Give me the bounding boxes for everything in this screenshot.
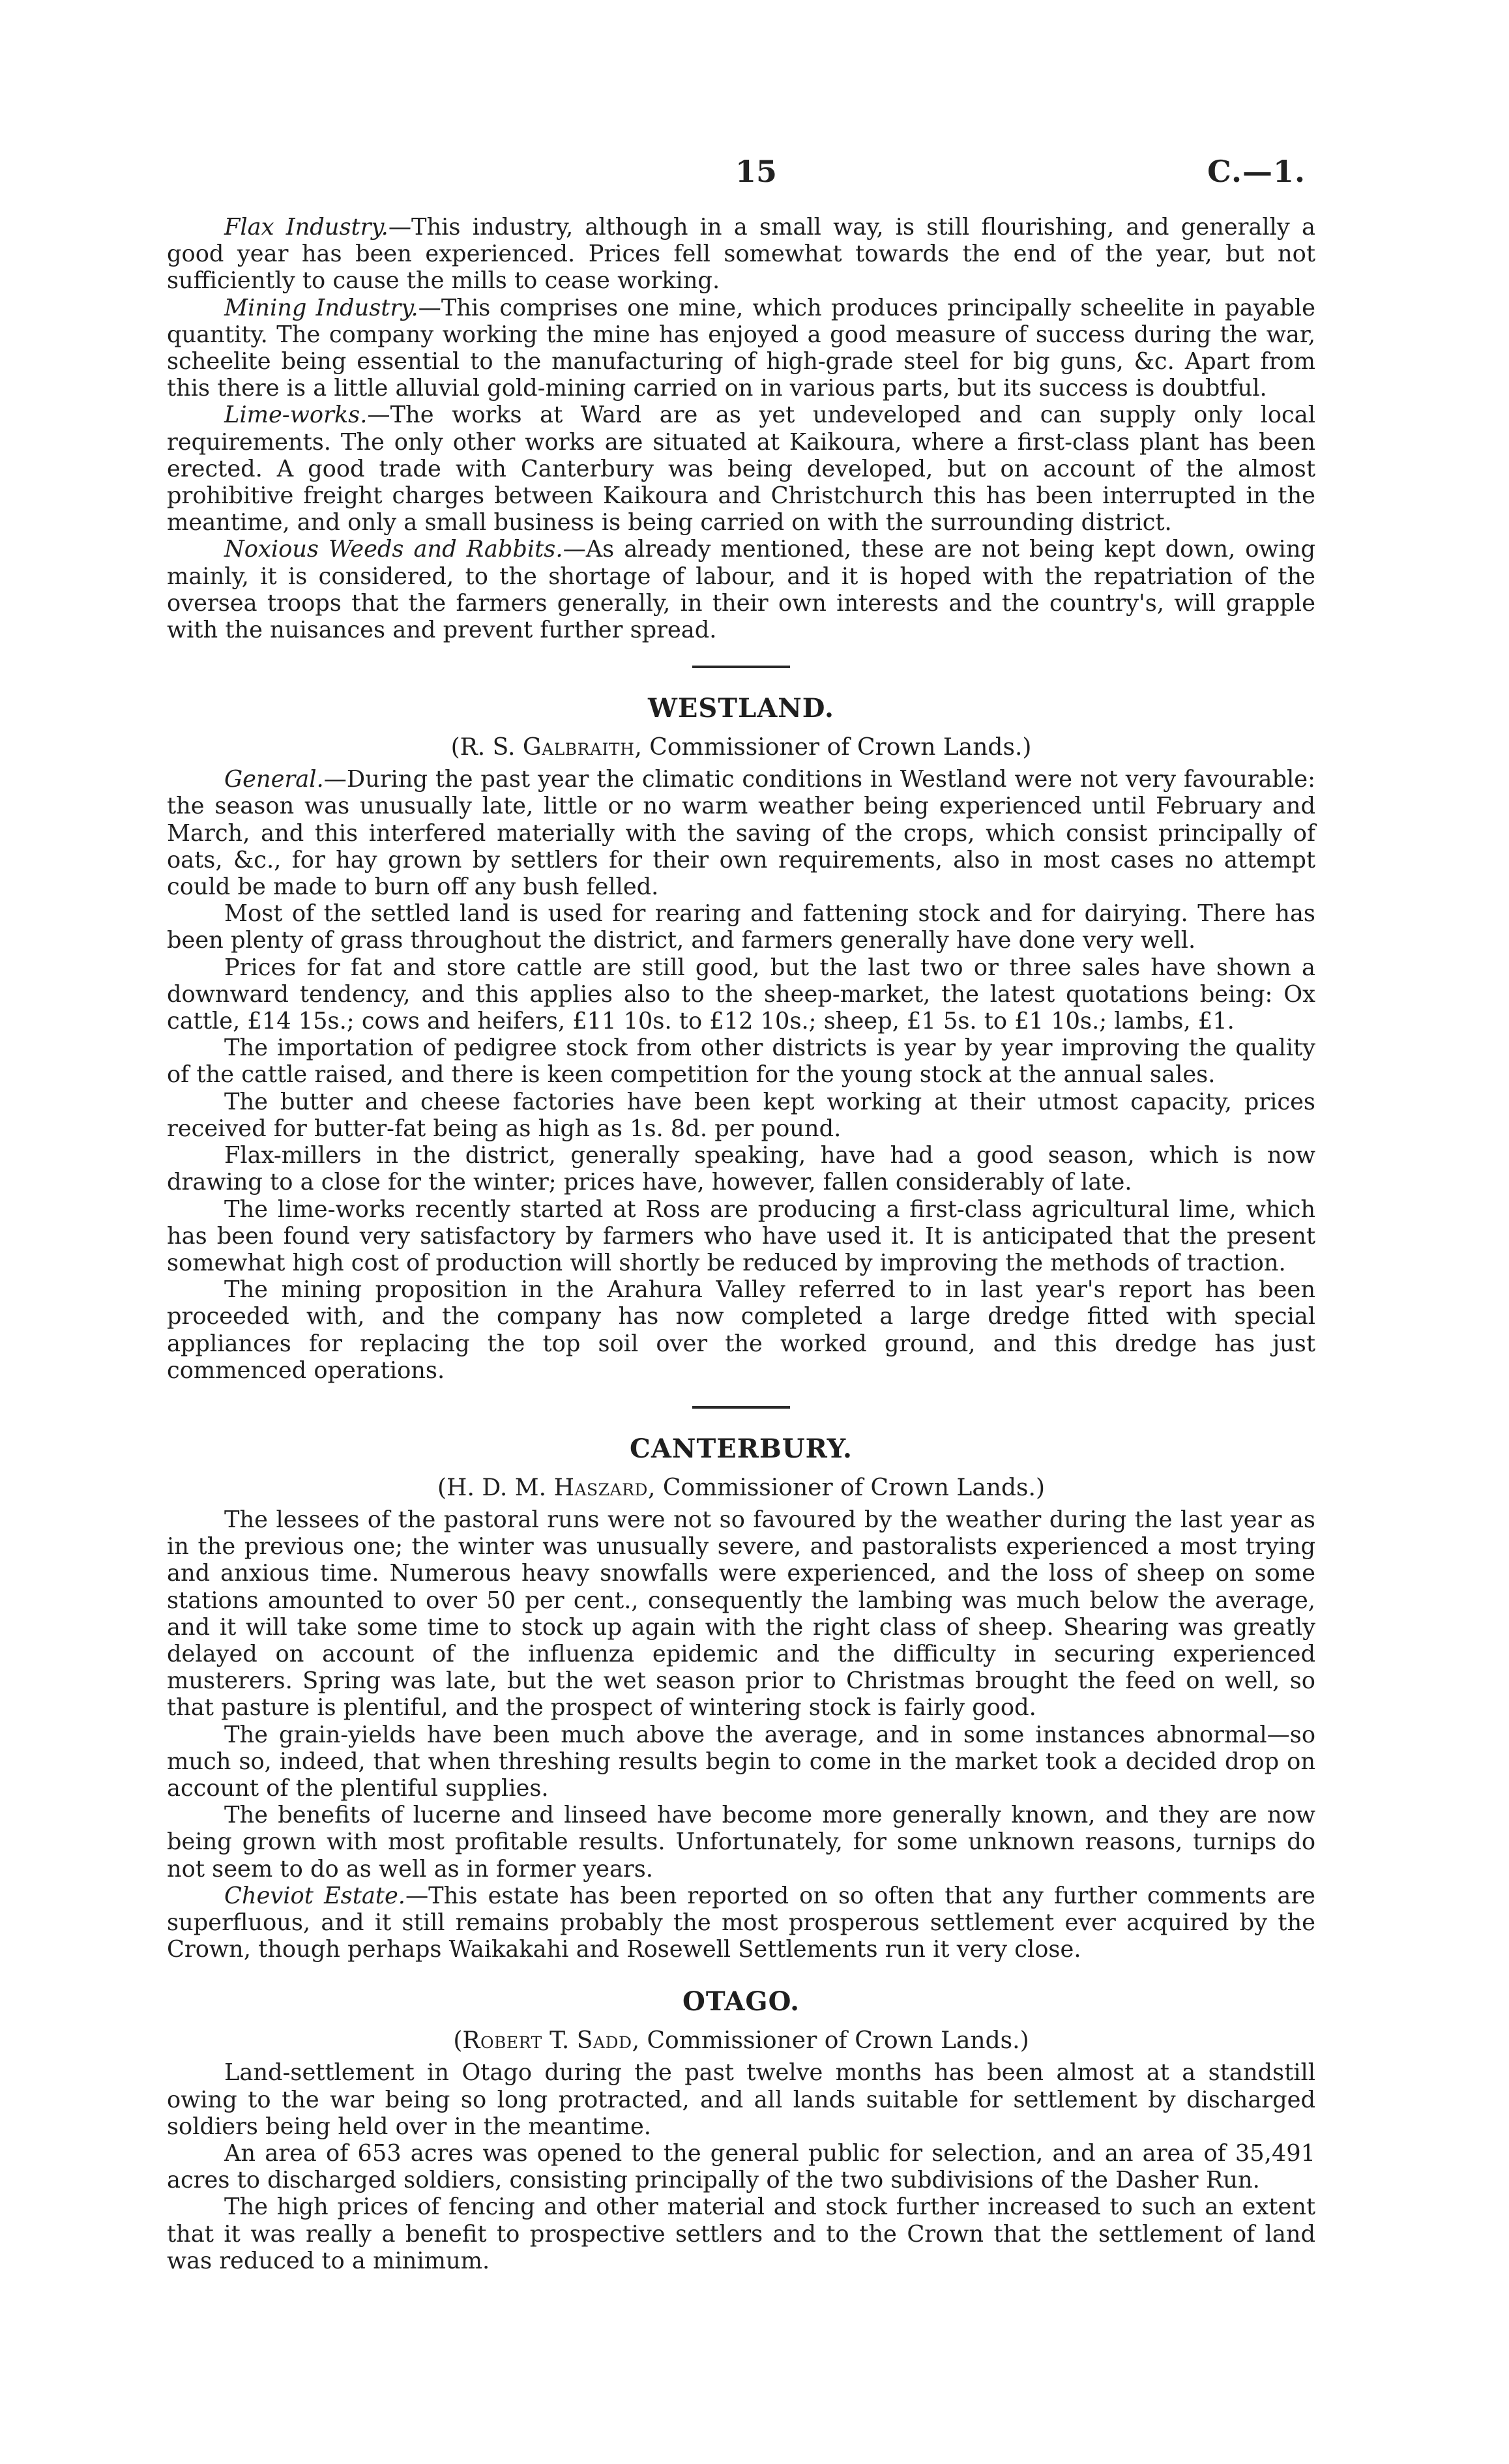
paragraph-text: —This industry, although in a small way, is still flourishing, and generally a good year has been experienced. Prices fell somewhat towards the end of the year, but not sufficiently to cause the mills to cease working.: [167, 214, 1315, 295]
commissioner-initial: T.: [542, 2027, 577, 2055]
paragraph: Prices for fat and store cattle are still good, but the last two or three sales have shown a downward tendency, and this applies also to the sheep-market, the latest quotations being: Ox cattle, £14 15s.; cows and heifers, £11 10s. to £12 10s.; sheep, £1 5s. to £1 10s.; lambs, £1.: [167, 954, 1315, 1035]
run-in-heading: Noxious Weeds and Rabbits.: [224, 536, 563, 563]
paragraph-noxious-weeds: [167, 536, 1315, 643]
section-title-canterbury: CANTERBURY.: [630, 1433, 853, 1464]
paragraph: The lime-works recently started at Ross are producing a first-class agricultural lime, which has been found very satisfactory by farmers who have used it. It is anticipated that the present somewhat high cost of production will shortly be reduced by improving the methods of traction.: [167, 1195, 1315, 1276]
commissioner-open: (: [453, 2027, 463, 2055]
section-title-westland: WESTLAND.: [648, 693, 834, 724]
run-in-heading: General.: [224, 766, 324, 793]
paragraph: The benefits of lucerne and linseed have become more generally known, and they are now being grown with most profitable results. Unfortunately, for some unknown reasons, turnips do not seem to do as well as in former years.: [167, 1802, 1315, 1883]
paragraph: The butter and cheese factories have been kept working at their utmost capacity, prices received for butter-fat being as high as 1s. 8d. per pound.: [167, 1088, 1315, 1142]
paragraph-lime-works: [167, 402, 1315, 536]
commissioner-open: (R. S.: [450, 734, 523, 761]
section-title-otago: OTAGO.: [682, 1986, 800, 2017]
section-gap: [167, 1963, 1315, 1986]
commissioner-line-canterbury: [167, 1474, 1315, 1503]
paragraph-text: —During the past year the climatic conditions in Westland were not very favourable: the season was unusually late, little or no warm weather being experienced until February and March, and this interfered materially with the saving of the crops, which consist principally of oats, &c., for hay grown by settlers for their own requirements, also in most cases no attempt could be made to burn off any bush felled.: [167, 766, 1315, 901]
paragraph: Land-settlement in Otago during the past twelve months has been almost at a standstill owing to the war being so long protracted, and all lands suitable for settlement by discharged soldiers being held over in the meantime.: [167, 2059, 1315, 2140]
paragraph: The high prices of fencing and other material and stock further increased to such an extent that it was really a benefit to prospective settlers and to the Crown that the settlement of land was reduced to a minimum.: [167, 2193, 1315, 2274]
run-in-heading: Mining Industry.: [224, 294, 418, 321]
paragraph-text: —The works at Ward are as yet undeveloped and can supply only local requirements. The only other works are situated at Kaikoura, where a first-class plant has been erected. A good trade with Canterbury was being developed, but on account of the almost prohibitive freight charges between Kaikoura and Christchurch this has been interrupted in the meantime, and only a small business is being carried on with the surrounding district.: [167, 402, 1315, 536]
paragraph: The importation of pedigree stock from other districts is year by year improving the quality of the cattle raised, and there is keen competition for the young stock at the annual sales.: [167, 1034, 1315, 1089]
paragraph-text: —As already mentioned, these are not being kept down, owing mainly, it is considered, to the shortage of labour, and it is hoped with the repatriation of the oversea troops that the farmers generally, in their own interests and the country's, will grapple with the nuisances and prevent further spread.: [167, 536, 1315, 644]
paragraph: Flax-millers in the district, generally speaking, have had a good season, which is now drawing to a close for the winter; prices have, however, fallen considerably of late.: [167, 1142, 1315, 1196]
commissioner-title: , Commissioner of Crown Lands.): [632, 2027, 1029, 2055]
run-in-heading: Lime-works.: [224, 402, 368, 429]
commissioner-name: Galbraith: [522, 734, 635, 761]
paragraph: An area of 653 acres was opened to the general public for selection, and an area of 35,491 acres to discharged soldiers, consisting principally of the two subdivisions of the Dasher Run.: [167, 2139, 1315, 2194]
paragraph: The grain-yields have been much above the average, and in some instances abnormal—so much so, indeed, that when threshing results begin to come in the market took a decided drop on account of the plentiful supplies.: [167, 1721, 1315, 1802]
paragraph: The lessees of the pastoral runs were not so favoured by the weather during the last year as in the previous one; the winter was unusually severe, and pastoralists experienced a most trying and anxious time. Numerous heavy snowfalls were experienced, and the loss of sheep on some stations amounted to over 50 per cent., consequently the lambing was much below the average, and it will take some time to stock up again with the right class of sheep. Shearing was greatly delayed on account of the influenza epidemic and the difficulty in securing experienced musterers. Spring was late, but the wet season prior to Christmas brought the feed on well, so that pasture is plentiful, and the prospect of wintering stock is fairly good.: [167, 1506, 1315, 1722]
page-number: 15: [735, 154, 777, 189]
run-in-heading: Flax Industry.: [224, 214, 388, 241]
commissioner-open: (H. D. M.: [437, 1474, 554, 1501]
body-text: [167, 214, 1315, 2274]
commissioner-line-otago: [167, 2027, 1315, 2055]
paragraph-mining-industry: [167, 295, 1315, 402]
paragraph-text: —This estate has been reported on so often that any further comments are superfluous, and it still remains probably the most prosperous settlement ever acquired by the Crown, though perhaps Waikakahi and Rosewell Settlements run it very close.: [167, 1882, 1315, 1963]
commissioner-line-westland: [167, 733, 1315, 762]
paragraph-cheviot-estate: [167, 1883, 1315, 1963]
paragraph-general: [167, 766, 1315, 900]
section-divider: [692, 666, 790, 668]
commissioner-title: , Commissioner of Crown Lands.): [647, 1474, 1045, 1501]
commissioner-name: Haszard: [553, 1474, 648, 1501]
paragraph-flax-industry: [167, 214, 1315, 295]
commissioner-surname: Sadd: [576, 2027, 632, 2055]
paragraph-text: —This comprises one mine, which produces principally scheelite in payable quantity. The company working the mine has enjoyed a good measure of success during the war, scheelite being essential to the manufacturing of high-grade steel for big guns, &c. Apart from this there is a little alluvial gold-mining carried on in various parts, but its success is doubtful.: [167, 294, 1315, 402]
commissioner-first-name: Robert: [462, 2027, 542, 2055]
paragraph: The mining proposition in the Arahura Valley referred to in last year's report has been proceeded with, and the company has now completed a large dredge fitted with special appliances for replacing the top soil over the worked ground, and this dredge has just commenced operations.: [167, 1276, 1315, 1384]
commissioner-title: , Commissioner of Crown Lands.): [634, 734, 1032, 761]
paragraph: Most of the settled land is used for rearing and fattening stock and for dairying. There has been plenty of grass throughout the district, and farmers generally have done very well.: [167, 900, 1315, 954]
section-divider: [692, 1406, 790, 1409]
document-reference: C.—1.: [1207, 154, 1306, 189]
run-in-heading: Cheviot Estate.: [224, 1882, 405, 1909]
